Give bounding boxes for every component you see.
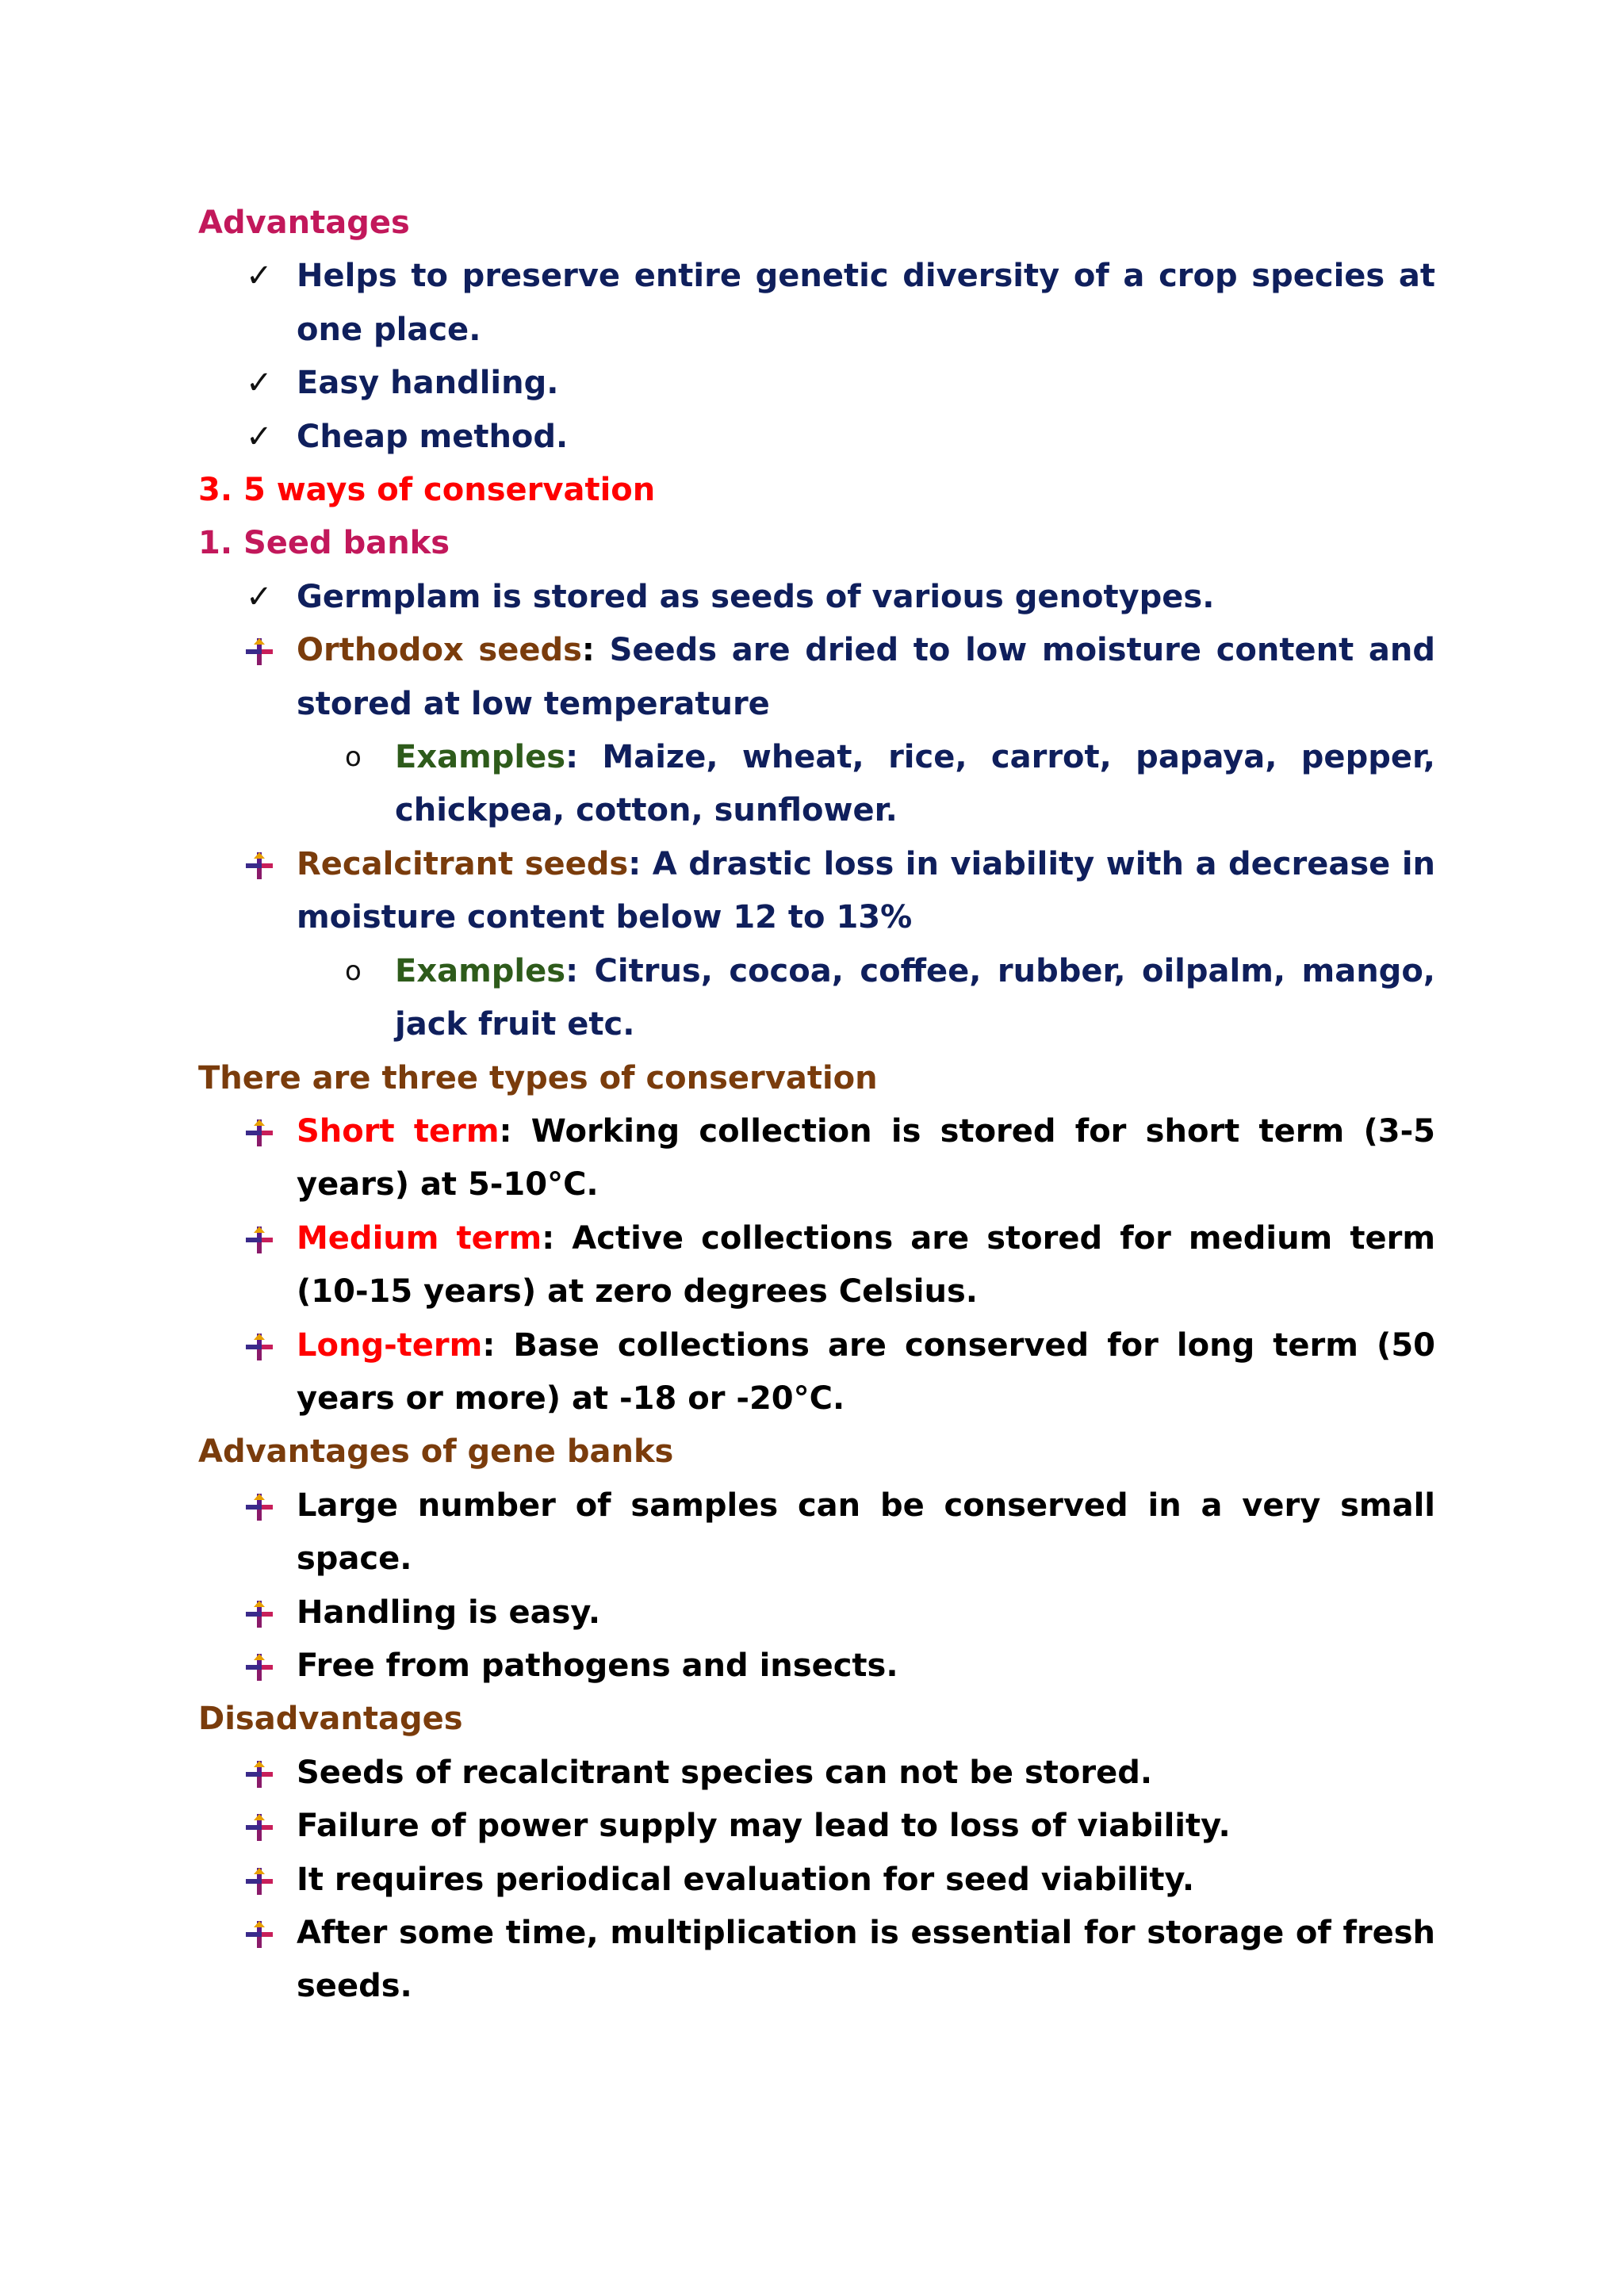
list-item: ✓ Cheap method. — [198, 411, 1435, 464]
list-item: Failure of power supply may lead to loss of viability. — [198, 1800, 1435, 1853]
list-item-orthodox-examples: o Examples: Maize, wheat, rice, carrot, papaya, pepper, chickpea, cotton, sunflower. — [198, 731, 1435, 838]
list-item-recalcitrant-examples: o Examples: Citrus, cocoa, coffee, rubber, oilpalm, mango, jack fruit etc. — [198, 945, 1435, 1052]
list-item-short-term: Short term: Working collection is stored for short term (3-5 years) at 5-10°C. — [198, 1105, 1435, 1212]
ways-heading: 3. 5 ways of conservation — [198, 472, 656, 509]
check-mark-icon: ✓ — [246, 418, 273, 455]
list-item-recalcitrant: Recalcitrant seeds: A drastic loss in viability with a decrease in moisture content below 12 to 13% — [198, 838, 1435, 945]
list-item-long-term: Long-term: Base collections are conserved for long term (50 years or more) at -18 or -20°C. — [198, 1319, 1435, 1426]
list-item: ✓ Helps to preserve entire genetic diversity of a crop species at one place. — [198, 250, 1435, 357]
hollow-circle-bullet-icon: o — [345, 955, 362, 987]
arrow-cross-bullet-icon — [246, 1800, 278, 1853]
check-mark-icon: ✓ — [246, 578, 273, 615]
arrow-cross-bullet-icon — [246, 624, 278, 677]
list-item: Large number of samples can be conserved in a very small space. — [198, 1479, 1435, 1586]
gene-bank-advantages-heading: Advantages of gene banks — [198, 1433, 674, 1471]
seed-banks-heading: 1. Seed banks — [198, 525, 450, 562]
hollow-circle-bullet-icon: o — [345, 741, 362, 774]
list-item: Seeds of recalcitrant species can not be stored. — [198, 1747, 1435, 1800]
check-mark-icon: ✓ — [246, 258, 273, 295]
arrow-cross-bullet-icon — [246, 1907, 278, 1960]
arrow-cross-bullet-icon — [246, 1105, 278, 1158]
list-item-orthodox: Orthodox seeds: Seeds are dried to low moisture content and stored at low temperature — [198, 624, 1435, 731]
arrow-cross-bullet-icon — [246, 1854, 278, 1907]
list-item: After some time, multiplication is essential for storage of fresh seeds. — [198, 1907, 1435, 2014]
arrow-cross-bullet-icon — [246, 838, 278, 891]
document-page — [198, 197, 1435, 2014]
list-item: Handling is easy. — [198, 1586, 1435, 1640]
arrow-cross-bullet-icon — [246, 1212, 278, 1265]
arrow-cross-bullet-icon — [246, 1640, 278, 1693]
check-mark-icon: ✓ — [246, 365, 273, 402]
arrow-cross-bullet-icon — [246, 1747, 278, 1800]
arrow-cross-bullet-icon — [246, 1586, 278, 1640]
list-item-medium-term: Medium term: Active collections are stored for medium term (10-15 years) at zero degrees Celsius. — [198, 1212, 1435, 1319]
arrow-cross-bullet-icon — [246, 1319, 278, 1372]
list-item: ✓ Easy handling. — [198, 357, 1435, 410]
list-item: Free from pathogens and insects. — [198, 1640, 1435, 1693]
types-heading: There are three types of conservation — [198, 1059, 878, 1096]
list-item: ✓ Germplam is stored as seeds of various genotypes. — [198, 571, 1435, 624]
advantages-heading: Advantages — [198, 205, 410, 241]
arrow-cross-bullet-icon — [246, 1479, 278, 1533]
disadvantages-heading: Disadvantages — [198, 1701, 463, 1738]
list-item: It requires periodical evaluation for seed viability. — [198, 1854, 1435, 1907]
